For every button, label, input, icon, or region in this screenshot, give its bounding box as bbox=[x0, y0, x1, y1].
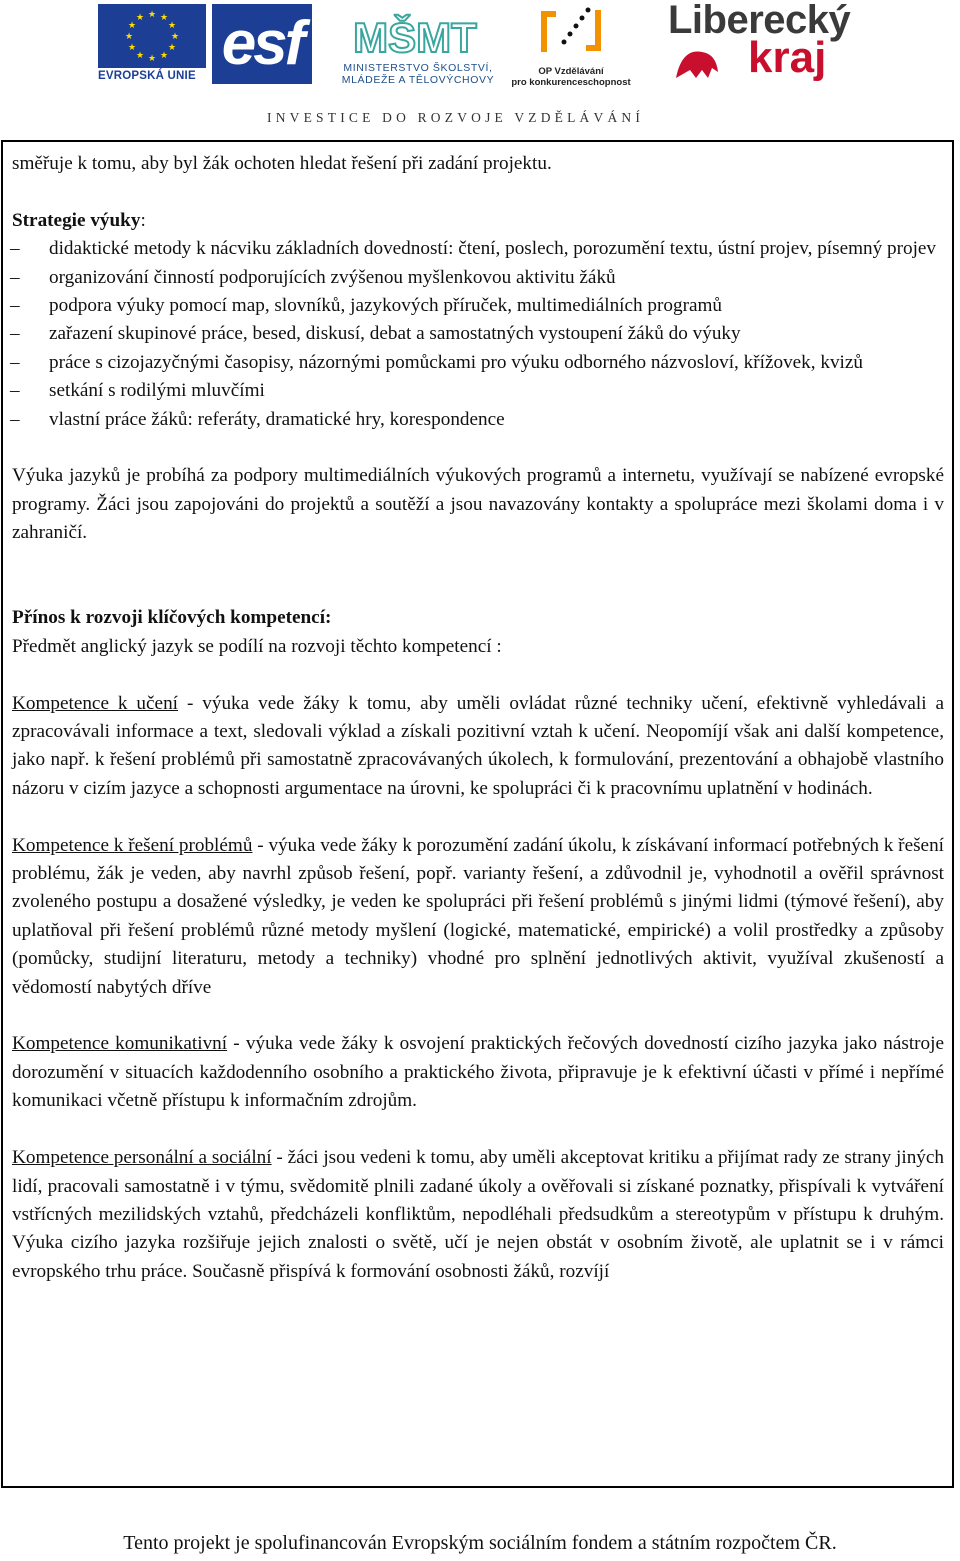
op-line-1: OP Vzdělávání bbox=[538, 66, 604, 77]
lion-icon bbox=[672, 42, 722, 82]
list-item: – setkání s rodilými mluvčími bbox=[12, 377, 944, 405]
eu-stars-icon bbox=[98, 4, 206, 68]
eu-flag-logo bbox=[98, 4, 206, 68]
svg-text:★: ★ bbox=[124, 32, 134, 42]
competence-problem-solving bbox=[12, 832, 944, 1002]
op-line-2: pro konkurenceschopnost bbox=[511, 77, 631, 88]
eu-label: EVROPSKÁ UNIE bbox=[98, 70, 196, 82]
msmt-mark-text: MŠMT bbox=[353, 14, 477, 61]
strategy-heading-text: Strategie výuky bbox=[12, 209, 141, 231]
msmt-icon bbox=[353, 2, 477, 61]
op-logo-mark bbox=[538, 2, 604, 60]
strategy-list bbox=[12, 235, 944, 434]
investice-tagline: INVESTICE DO ROZVOJE VZDĚLÁVÁNÍ bbox=[267, 110, 645, 125]
svg-text:★: ★ bbox=[159, 51, 169, 61]
list-item: – práce s cizojazyčnými časopisy, názornými pomůckami pro výuku odborného názvosloví, křížovek, kvizů bbox=[12, 349, 944, 377]
liberecky-kraj-subtitle: kraj bbox=[748, 33, 827, 82]
competence-intro: Předmět anglický jazyk se podílí na rozvoji těchto kompetencí : bbox=[12, 635, 502, 657]
svg-text:★: ★ bbox=[127, 43, 137, 53]
svg-text:★: ★ bbox=[147, 10, 157, 20]
competence-title: Kompetence k učení bbox=[12, 692, 178, 714]
op-bracket-icon bbox=[538, 2, 604, 60]
competence-title: Kompetence k řešení problémů bbox=[12, 834, 253, 856]
document-content bbox=[12, 150, 944, 1286]
competence-text: - žáci jsou vedeni k tomu, aby uměli akceptovat kritiku a přijímat rady ze strany jiných lidí, pracovali samostatně i v týmu, svědomitě plnili zadané úkoly a ověřovali si získané poznatky, přispívali k vytváření vstřícných mezilidských vztahů, předcházeli konfliktům, nepodléhali předsudkům a stereotypům v přístupu k druhým. Výuka cizího jazyka rozšiřuje jejich znalosti o světě, učí je nejen obstát v osobním životě, ale uplatnit se i v rámci evropského trhu práce. Současně přispívá k formování osobnosti žáků, rozvíjí bbox=[12, 1147, 944, 1282]
competence-text: - výuka vede žáky k osvojení praktických řečových dovedností cizího jazyka jako nástroje dorozumění v situacích každodenního osobního a praktického života, připravuje je k efektivní účasti v přímé i nepřímé komunikaci včetně přístupu k informačním zdrojům. bbox=[12, 1033, 944, 1112]
competence-personal-social bbox=[12, 1144, 944, 1286]
multimedia-paragraph: Výuka jazyků je probíhá za podpory multimediálních výukových programů a internetu, využívají se nabízené evropské programy. Žáci jsou zapojováni do projektů a soutěží a jsou navazovány kontakty a spolupráce mezi školami doma i v zahraničí. bbox=[12, 465, 944, 544]
list-item: – didaktické metody k nácviku základních dovedností: čtení, poslech, porozumění textu, ústní projev, písemný projev bbox=[12, 235, 944, 263]
msmt-line-2: MLÁDEŽE A TĚLOVÝCHOVY bbox=[341, 74, 495, 86]
esf-logo: esf bbox=[212, 4, 312, 84]
svg-text:★: ★ bbox=[127, 21, 137, 31]
competence-heading: Přínos k rozvoji klíčových kompetencí: bbox=[12, 607, 332, 629]
logo-header bbox=[0, 0, 960, 135]
svg-text:★: ★ bbox=[135, 51, 145, 61]
svg-text:★: ★ bbox=[135, 13, 145, 23]
competence-learning bbox=[12, 690, 944, 804]
msmt-line-1: MINISTERSTVO ŠKOLSTVÍ, bbox=[343, 62, 493, 74]
competence-text: - výuka vede žáky k porozumění zadání úkolu, k získávaní informací potřebných k řešení problému, žák je veden, aby navrhl způsob řešení, popř. varianty řešení, a zdůvodnil je, vyhodnotil a ověřil správnost zvoleného postupu a dosažené výsledky, je veden ke spolupráci při řešení problémů s jinými lidmi (týmové řešení), aby uplatňoval při řešení problémů různé metody myšlení (logické, matematické, empirické) a volil prostředky a způsoby (pomůcky, studijní literaturu, metody a techniky) vhodné pro splnění jednotlivých aktivit, využíval zkušeností a vědomostí nabytých dříve bbox=[12, 834, 944, 998]
svg-text:★: ★ bbox=[167, 21, 177, 31]
intro-sentence: směřuje k tomu, aby byl žák ochoten hledat řešení při zadání projektu. bbox=[12, 153, 552, 174]
competence-title: Kompetence personální a sociální bbox=[12, 1147, 272, 1169]
competence-communicative bbox=[12, 1030, 944, 1115]
footer-funding-note: Tento projekt je spolufinancován Evropským sociálním fondem a státním rozpočtem ČR. bbox=[123, 1532, 837, 1554]
msmt-caption bbox=[323, 62, 513, 86]
list-item: – zařazení skupinové práce, besed, diskusí, debat a samostatných vystoupení žáků do výuky bbox=[12, 320, 944, 348]
list-item: – organizování činností podporujících zvýšenou myšlenkovou aktivitu žáků bbox=[12, 264, 944, 292]
liberecky-kraj-title: Liberecký bbox=[668, 0, 851, 42]
op-caption bbox=[506, 66, 636, 88]
svg-text:★: ★ bbox=[170, 32, 180, 42]
msmt-logo-mark bbox=[353, 2, 477, 61]
list-item: – vlastní práce žáků: referáty, dramatické hry, korespondence bbox=[12, 406, 944, 434]
competence-title: Kompetence komunikativní bbox=[12, 1033, 228, 1055]
list-item: – podpora výuky pomocí map, slovníků, jazykových příruček, multimediálních programů bbox=[12, 292, 944, 320]
strategy-heading bbox=[12, 207, 944, 235]
svg-text:★: ★ bbox=[147, 54, 157, 64]
competence-text: - výuka vede žáky k tomu, aby uměli ovládat různé techniky učení, efektivně vyhledávali a zpracovávali informace a text, sledovali výklad a získali pozitivní vztah k učení. Neopomíjí však ani další kompetence, jako např. k řešení problémů při samostatně zpracovávaných úkolech, k formulování, prezentování a obhajobě vlastního názoru v cizím jazyce a schopnosti argumentace na úrovni, ke spolupráci či k pracovnímu uplatnění v hodinách. bbox=[12, 692, 944, 799]
svg-text:★: ★ bbox=[159, 13, 169, 23]
svg-text:★: ★ bbox=[167, 43, 177, 53]
strategy-heading-colon: : bbox=[140, 209, 146, 231]
